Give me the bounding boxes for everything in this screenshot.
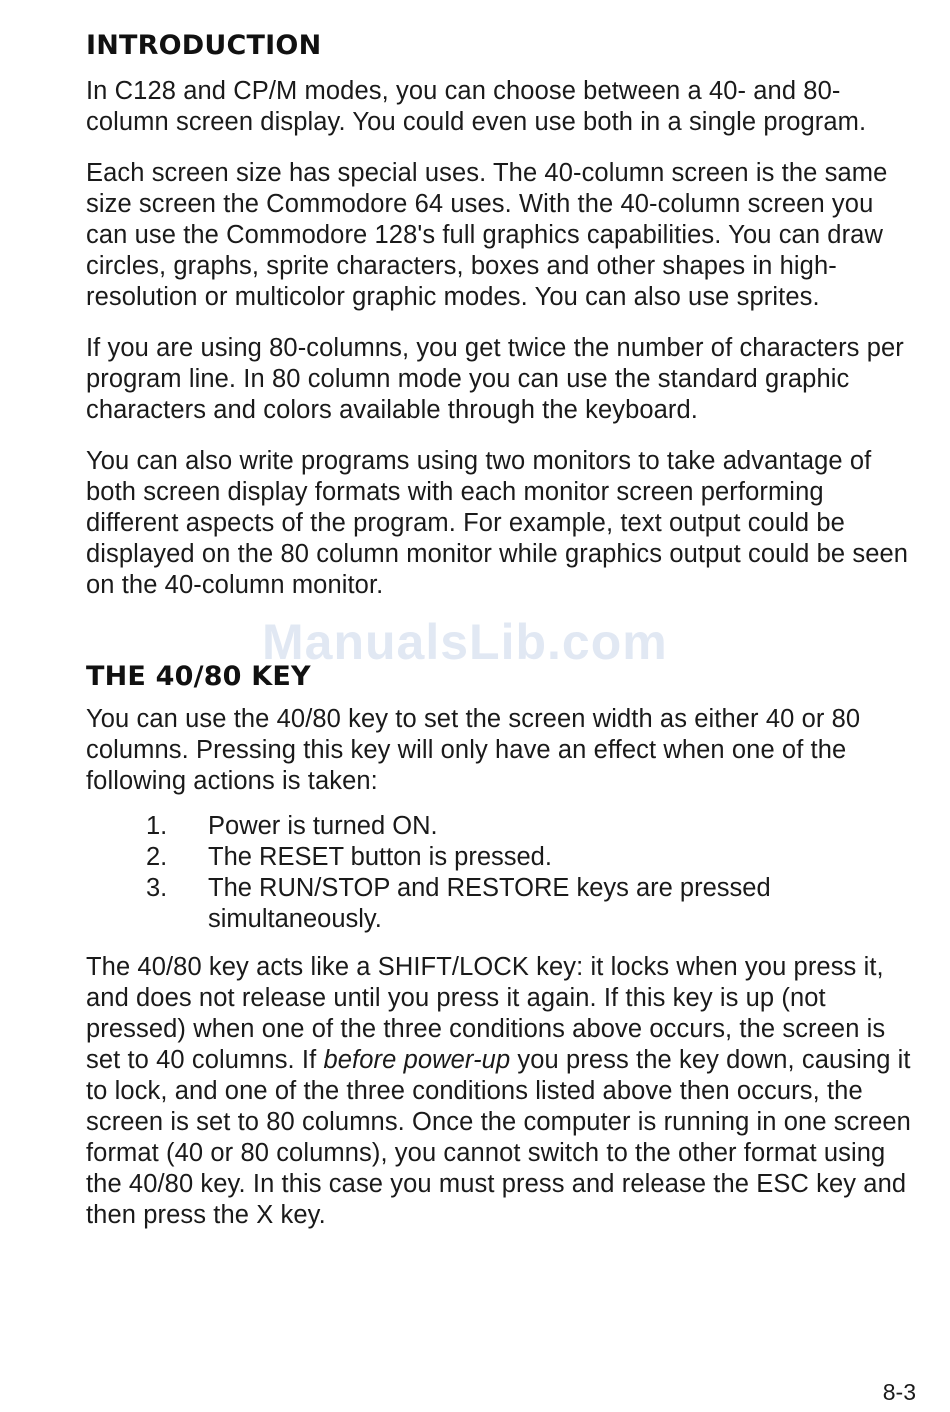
introduction-heading: INTRODUCTION xyxy=(86,30,322,61)
list-item xyxy=(86,842,916,873)
key-closing-paragraph xyxy=(86,952,916,1231)
list-item xyxy=(86,873,916,935)
closing-text-before: The 40/80 key acts like a SHIFT/LOCK key: it locks when you press it, and does not release until you press it again. If this key is up (not pressed) when one of the three conditions above occurs, the screen is set to 40 columns. If xyxy=(86,953,886,1074)
document-page xyxy=(86,28,916,1231)
list-item xyxy=(86,811,916,842)
closing-text-after: you press the key down, causing it to lock, and one of the three conditions listed above then occurs, the screen is set to 80 columns. Once the computer is running in one screen format (40 or 80 columns), you cannot switch to the other format using the 40/80 key. In this case you must press and release the ESC key and then press the X key. xyxy=(86,1046,911,1229)
intro-paragraph-1: In C128 and CP/M modes, you can choose between a 40- and 80-column screen display. You could even use both in a single program. xyxy=(86,77,867,136)
intro-paragraph-3: If you are using 80-columns, you get twice the number of characters per program line. In 80 column mode you can use the standard graphic characters and colors available through the keyboard. xyxy=(86,334,904,424)
conditions-list xyxy=(86,811,916,935)
list-item-text: The RUN/STOP and RESTORE keys are pressed simultaneously. xyxy=(208,874,771,933)
key-heading: THE 40/80 KEY xyxy=(86,661,311,692)
watermark: ManualsLib.com xyxy=(262,614,668,670)
introduction-section xyxy=(86,28,916,601)
key-section xyxy=(86,659,916,1231)
intro-paragraph-2: Each screen size has special uses. The 40-column screen is the same size screen the Commodore 64 uses. With the 40-column screen you can use the Commodore 128's full graphics capabilities. You can draw circles, graphs, sprite characters, boxes and other shapes in high-resolution or multicolor graphic modes. You can also use sprites. xyxy=(86,159,888,311)
key-intro-paragraph: You can use the 40/80 key to set the screen width as either 40 or 80 columns. Pressing this key will only have an effect when one of the following actions is taken: xyxy=(86,705,861,795)
list-item-number: 3. xyxy=(146,874,168,902)
list-item-number: 2. xyxy=(146,843,168,871)
intro-paragraph-4: You can also write programs using two monitors to take advantage of both screen display formats with each monitor screen performing different aspects of the program. For example, text output could be displayed on the 80 column monitor while graphics output could be seen on the 40-column monitor. xyxy=(86,447,909,599)
list-item-text: The RESET button is pressed. xyxy=(208,843,552,871)
closing-emphasis: before power-up xyxy=(323,1046,511,1074)
list-item-text: Power is turned ON. xyxy=(208,812,438,840)
list-item-number: 1. xyxy=(146,812,168,840)
page-number: 8-3 xyxy=(882,1379,916,1405)
